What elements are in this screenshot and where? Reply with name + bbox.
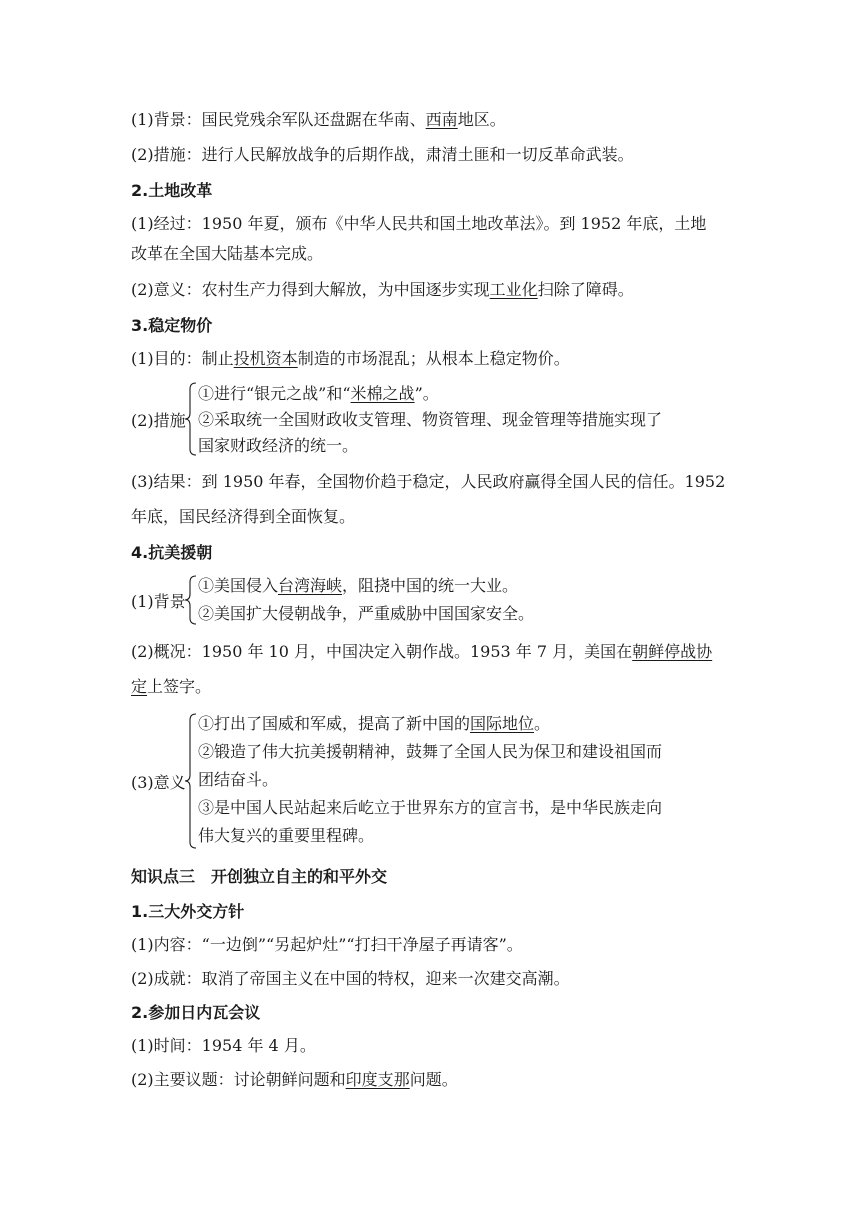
korea-background-label: (1)背景 (131, 592, 186, 611)
korea-overview-line2: 定上签字。 (131, 677, 212, 696)
prices-measure-1: ①进行“银元之战”和“米棉之战”。 (198, 384, 439, 403)
policies-achievement: (2)成就：取消了帝国主义在中国的特权，迎来一次建交高潮。 (131, 969, 570, 988)
prices-measures-label: (2)措施 (131, 411, 186, 430)
brace-icon (184, 381, 198, 457)
brace-icon (184, 712, 198, 850)
korea-significance-2-line2: 团结奋斗。 (198, 770, 279, 789)
korea-overview-line1: (2)概况：1950 年 10 月，中国决定入朝作战。1953 年 7 月，美国在朝鲜停战协 (131, 642, 713, 661)
heading-geneva-conference: 2.参加日内瓦会议 (131, 1003, 261, 1022)
prices-measure-2-line1: ②采取统一全国财政收支管理、物资管理、现金管理等措施实现了 (198, 410, 663, 429)
korea-background-1: ①美国侵入台湾海峡，阻挠中国的统一大业。 (198, 576, 519, 595)
policies-content: (1)内容：“一边倒”“另起炉灶”“打扫干净屋子再请客”。 (131, 935, 523, 954)
prices-result-line1: (3)结果：到 1950 年春，全国物价趋于稳定，人民政府赢得全国人民的信任。1952 (131, 472, 726, 491)
heading-three-policies: 1.三大外交方针 (131, 902, 245, 921)
prices-purpose: (1)目的：制止投机资本制造的市场混乱；从根本上稳定物价。 (131, 349, 570, 368)
prices-measure-2-line2: 国家财政经济的统一。 (198, 436, 359, 455)
heading-stabilize-prices: 3.稳定物价 (131, 316, 213, 335)
geneva-time: (1)时间：1954 年 4 月。 (131, 1036, 316, 1055)
korea-significance-label: (3)意义 (131, 773, 186, 792)
heading-knowledge-point-3: 知识点三 开创独立自主的和平外交 (131, 867, 388, 886)
korea-background-2: ②美国扩大侵朝战争，严重威胁中国国家安全。 (198, 604, 535, 623)
brace-icon (184, 574, 198, 626)
measures-line: (2)措施：进行人民解放战争的后期作战，肃清土匪和一切反革命武装。 (131, 145, 634, 164)
heading-korea: 4.抗美援朝 (131, 543, 213, 562)
prices-result-line2: 年底，国民经济得到全面恢复。 (131, 507, 356, 526)
heading-land-reform: 2.土地改革 (131, 181, 213, 200)
land-reform-process-line1: (1)经过：1950 年夏，颁布《中华人民共和国土地改革法》。到 1952 年底，土地 (131, 214, 707, 233)
korea-significance-1: ①打出了国威和军威，提高了新中国的国际地位。 (198, 714, 551, 733)
geneva-topics: (2)主要议题：讨论朝鲜问题和印度支那问题。 (131, 1070, 458, 1089)
land-reform-significance: (2)意义：农村生产力得到大解放，为中国逐步实现工业化扫除了障碍。 (131, 280, 634, 299)
background-line: (1)背景：国民党残余军队还盘踞在华南、西南地区。 (131, 110, 506, 129)
korea-significance-2-line1: ②锻造了伟大抗美援朝精神，鼓舞了全国人民为保卫和建设祖国而 (198, 742, 663, 761)
korea-significance-3-line1: ③是中国人民站起来后屹立于世界东方的宣言书，是中华民族走向 (198, 798, 663, 817)
korea-significance-3-line2: 伟大复兴的重要里程碑。 (198, 826, 375, 845)
land-reform-process-line2: 改革在全国大陆基本完成。 (131, 244, 324, 263)
